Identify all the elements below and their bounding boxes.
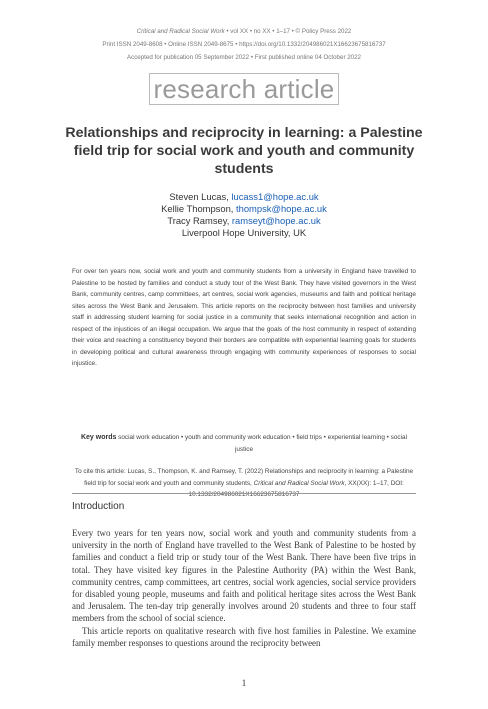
author-affiliation: Liverpool Hope University, UK bbox=[181, 227, 307, 238]
page-number: 1 bbox=[241, 678, 247, 688]
journal-issn-doi: Print ISSN 2049-8608 • Online ISSN 2049-8675 • https://doi.org/10.1332/204986021X16623675816737 bbox=[102, 41, 386, 48]
journal-name: Critical and Radical Social Work bbox=[136, 28, 225, 35]
citation-journal: Critical and Radical Social Work bbox=[253, 479, 345, 487]
keywords-list: social work education • youth and community work education • field trips • experiential learning • social justice bbox=[116, 434, 408, 453]
author-row bbox=[60, 191, 428, 203]
article-type-label bbox=[149, 73, 339, 105]
body-text bbox=[72, 527, 416, 649]
journal-meta-line-1 bbox=[0, 27, 488, 36]
author-name: Steven Lucas, bbox=[169, 191, 232, 202]
citation bbox=[72, 466, 416, 501]
author-email-link[interactable]: ramseyt@hope.ac.uk bbox=[231, 215, 321, 226]
author-email-link[interactable]: lucass1@hope.ac.uk bbox=[231, 191, 319, 202]
author-email-link[interactable]: thompsk@hope.ac.uk bbox=[236, 203, 327, 214]
author-row bbox=[60, 215, 428, 227]
author-row bbox=[60, 203, 428, 215]
paragraph: This article reports on qualitative research with five host families in Palestine. We examine family member responses to questions around the reciprocity between bbox=[72, 625, 416, 648]
keywords-label: Key words bbox=[80, 434, 117, 441]
journal-dates: Accepted for publication 05 September 2022 • First published online 04 October 2022 bbox=[126, 54, 361, 61]
author-name: Tracy Ramsey, bbox=[167, 215, 232, 226]
abstract: For over ten years now, social work and youth and community students from a university in England have travelled to Palestine to be hosted by families and conduct a study tour of the West Bank. They have visited governors in the West Bank, community centres, camp committees, art centres, social work agencies, museums and faith and political heritage sites across the West Bank and Jerusalem. This article reports on the reciprocity between host families and university staff in addressing student learning for social justice in a community that seeks international recognition and action in respect of the injustices of an illegal occupation. We argue that the goals of the host community in respect of extending their voice and reaching a constituency beyond their borders are compatible with experiential learning goals for students in developing political and cultural awareness through engaging with community experiences of responses to social injustice. bbox=[72, 268, 416, 367]
article-type-text: research article bbox=[153, 74, 335, 104]
keywords bbox=[72, 432, 416, 455]
paragraph: Every two years for ten years now, social work and youth and community students from a university in the north of England have travelled to the West Bank of Palestine to be hosted by families and conduct a field trip or study tour of the West Bank. There have been five trips in total. They have visited key figures in the Palestine Authority (PA) within the West Bank, community centres, camp committees, art centres, social work agencies, social service providers for disabled young people, museums and faith and political heritage sites across the West Bank and Jerusalem. The ten-day trip generally involves around 20 students and three to four staff members from the school of social science. bbox=[72, 528, 416, 624]
section-heading: Introduction bbox=[72, 501, 125, 512]
author-list bbox=[60, 191, 428, 239]
section-divider bbox=[72, 493, 416, 494]
author-name: Kellie Thompson, bbox=[161, 203, 237, 214]
citation-text: To cite this article: Lucas, S., Thompson, K. and Ramsey, T. (2022) Relationships and reciprocity in learning: a Palestine field trip for social work and youth and community students, bbox=[74, 468, 414, 487]
citation-doi: , XX(XX): 1–17, DOI: 10.1332/204986021X16623675816737 bbox=[188, 479, 404, 498]
article-title: Relationships and reciprocity in learning: a Palestine field trip for social work and youth and community students bbox=[65, 125, 423, 177]
journal-volume-info: • vol XX • no XX • 1–17 • © Policy Press 2022 bbox=[224, 28, 352, 35]
